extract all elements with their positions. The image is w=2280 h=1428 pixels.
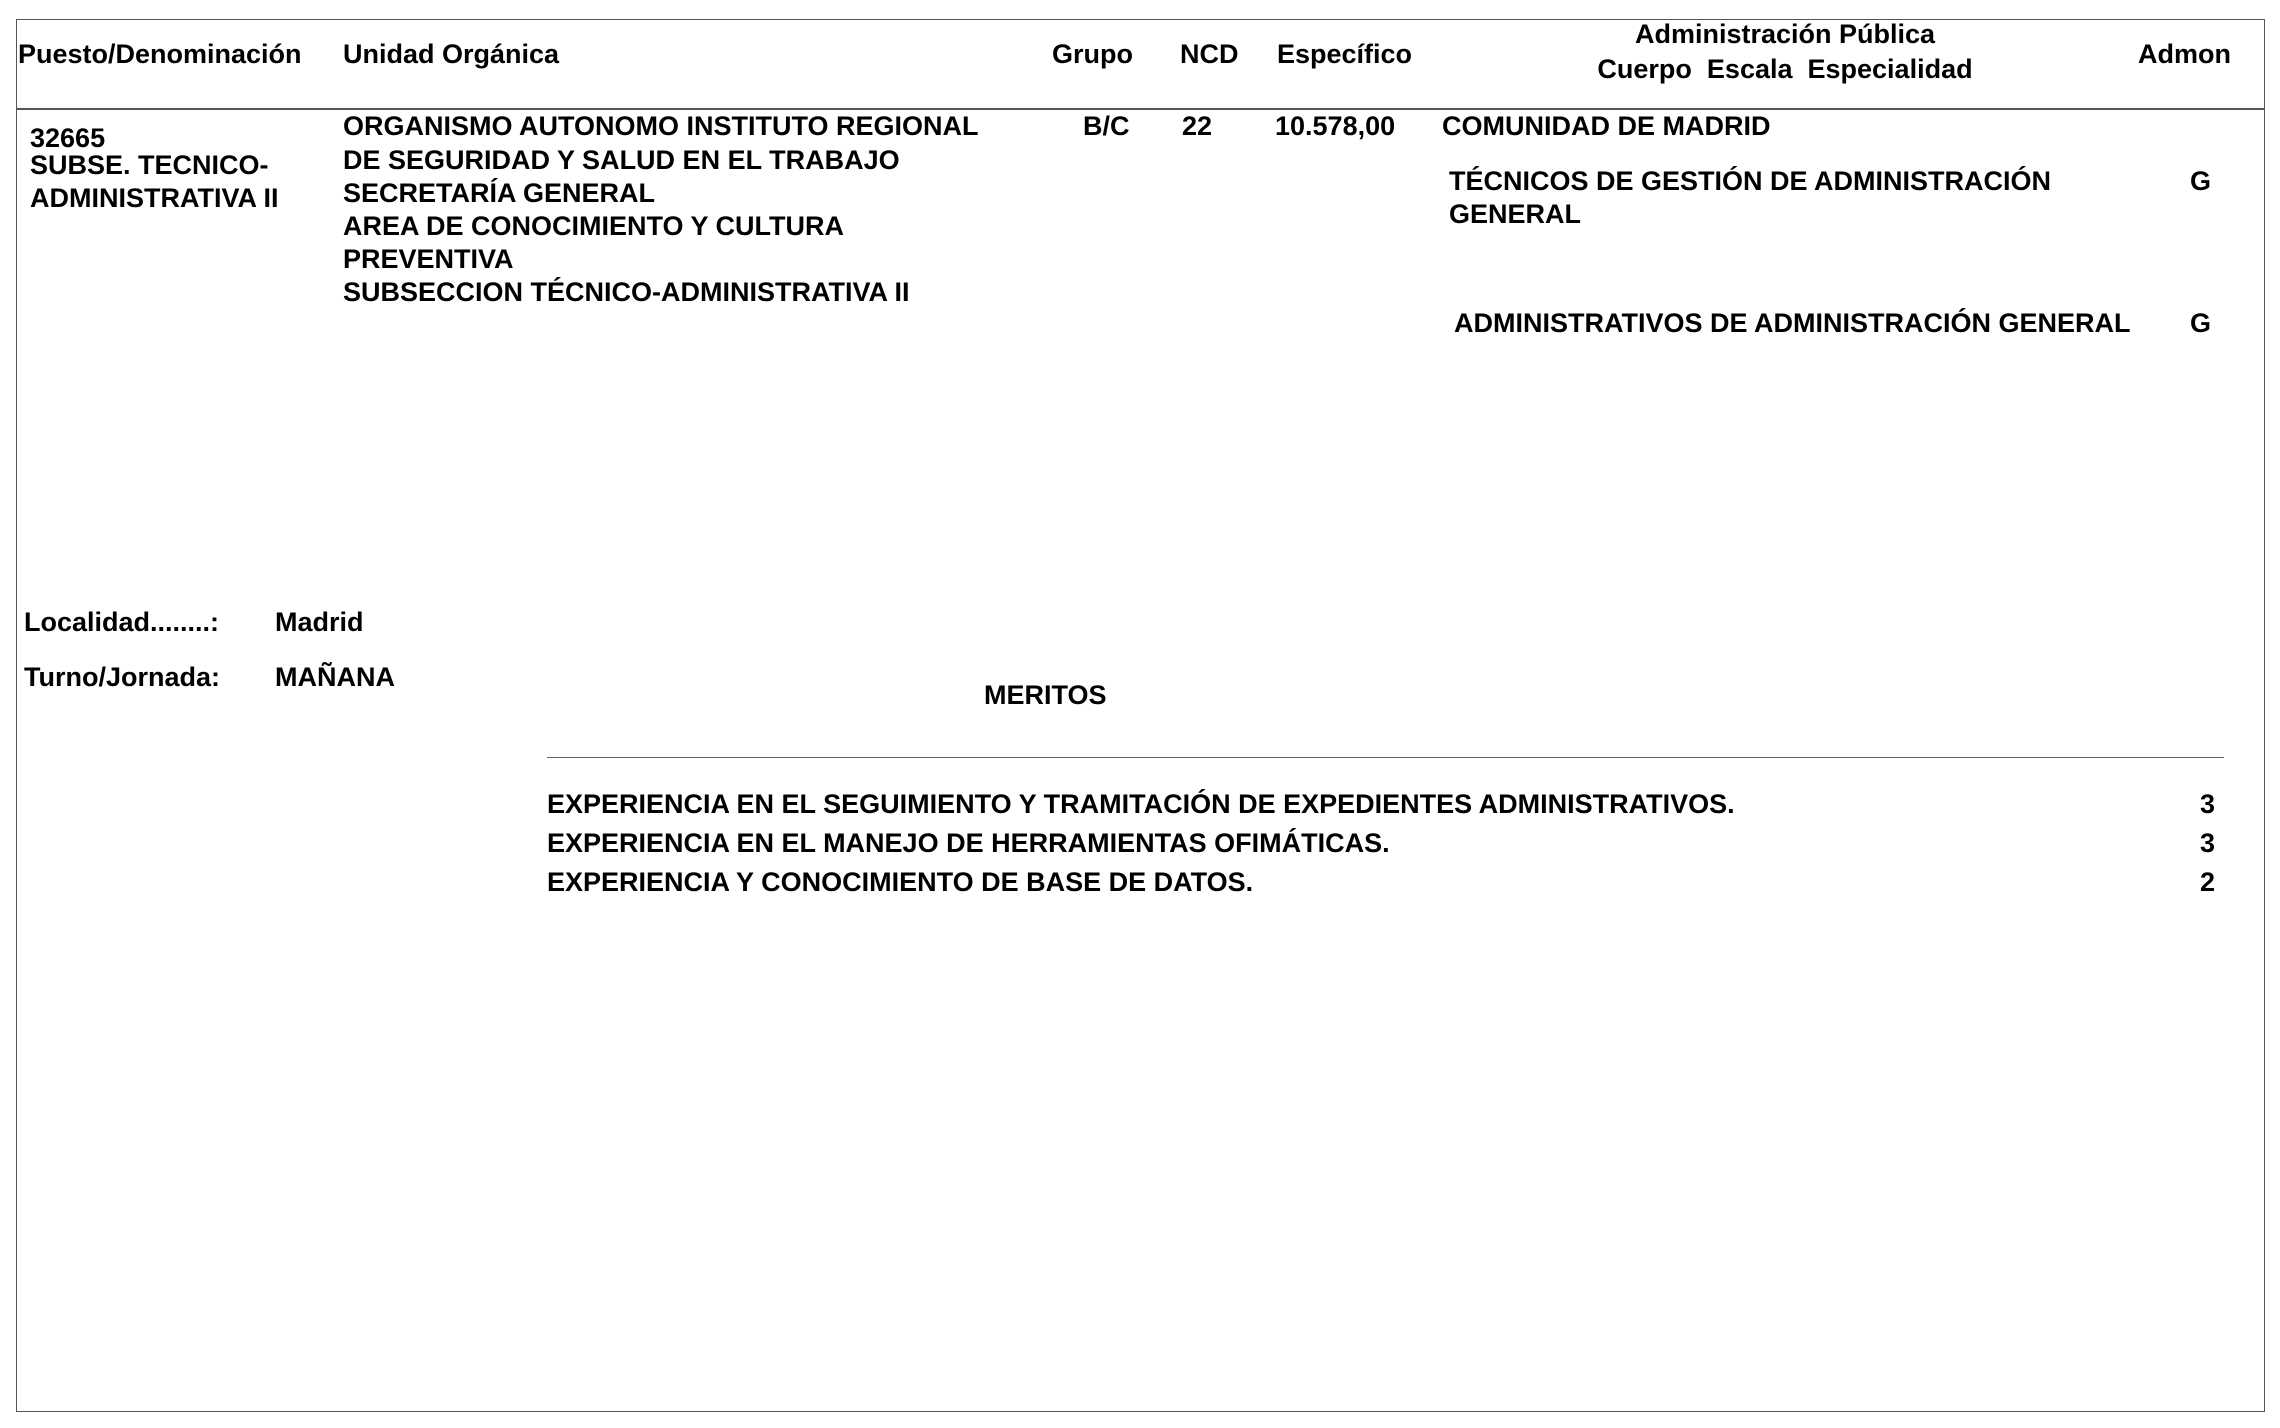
row-cuerpo-2-line-1: ADMINISTRATIVOS DE ADMINISTRACIÓN GENERAL — [1454, 308, 2131, 338]
row-administracion: COMUNIDAD DE MADRID — [1442, 111, 1771, 141]
localidad-label: Localidad........: — [24, 607, 220, 637]
header-ncd: NCD — [1180, 39, 1239, 69]
row-unidad-line-2: DE SEGURIDAD Y SALUD EN EL TRABAJO — [343, 145, 900, 175]
row-cuerpo-1-line-1: TÉCNICOS DE GESTIÓN DE ADMINISTRACIÓN — [1449, 166, 2052, 196]
turno-value: MAÑANA — [275, 662, 395, 692]
turno-label: Turno/Jornada: — [24, 662, 221, 692]
localidad-value: Madrid — [275, 607, 364, 637]
merito-item-1-text: EXPERIENCIA EN EL SEGUIMIENTO Y TRAMITACIÓN DE EXPEDIENTES ADMINISTRATIVOS. — [547, 789, 1735, 819]
meritos-divider — [547, 757, 2224, 758]
row-unidad-line-6: SUBSECCION TÉCNICO-ADMINISTRATIVA II — [343, 277, 910, 307]
row-denominacion-line-1: SUBSE. TECNICO- — [30, 150, 269, 180]
row-cuerpo-1-admon: G — [2190, 166, 2212, 196]
row-especifico: 10.578,00 — [1275, 111, 1396, 141]
row-cuerpo-2-admon: G — [2190, 308, 2212, 338]
row-denominacion-line-2: ADMINISTRATIVA II — [30, 183, 279, 213]
row-unidad-line-5: PREVENTIVA — [343, 244, 514, 274]
merito-item-2-points: 3 — [2199, 828, 2215, 858]
row-ncd: 22 — [1182, 111, 1213, 141]
merito-item-2-text: EXPERIENCIA EN EL MANEJO DE HERRAMIENTAS OFIMÁTICAS. — [547, 828, 1390, 858]
merito-item-3-text: EXPERIENCIA Y CONOCIMIENTO DE BASE DE DATOS. — [547, 867, 1254, 897]
meritos-title: MERITOS — [984, 680, 1107, 710]
merito-item-1-points: 3 — [2199, 789, 2215, 819]
header-grupo: Grupo — [1052, 39, 1133, 69]
header-admin-publica: Administración Pública — [1634, 19, 1936, 49]
row-codigo: 32665 — [30, 123, 106, 153]
header-puesto: Puesto/Denominación — [18, 39, 302, 69]
merito-item-3-points: 2 — [2199, 867, 2215, 897]
row-unidad-line-3: SECRETARÍA GENERAL — [343, 178, 656, 208]
row-grupo: B/C — [1083, 111, 1130, 141]
header-especifico: Específico — [1277, 39, 1413, 69]
row-unidad-line-4: AREA DE CONOCIMIENTO Y CULTURA — [343, 211, 845, 241]
header-admon: Admon — [2138, 39, 2231, 69]
row-cuerpo-1-line-2: GENERAL — [1449, 199, 1582, 229]
header-unidad: Unidad Orgánica — [343, 39, 560, 69]
row-unidad-line-1: ORGANISMO AUTONOMO INSTITUTO REGIONAL — [343, 111, 979, 141]
header-cuerpo-escala: Cuerpo Escala Especialidad — [1597, 54, 1973, 84]
